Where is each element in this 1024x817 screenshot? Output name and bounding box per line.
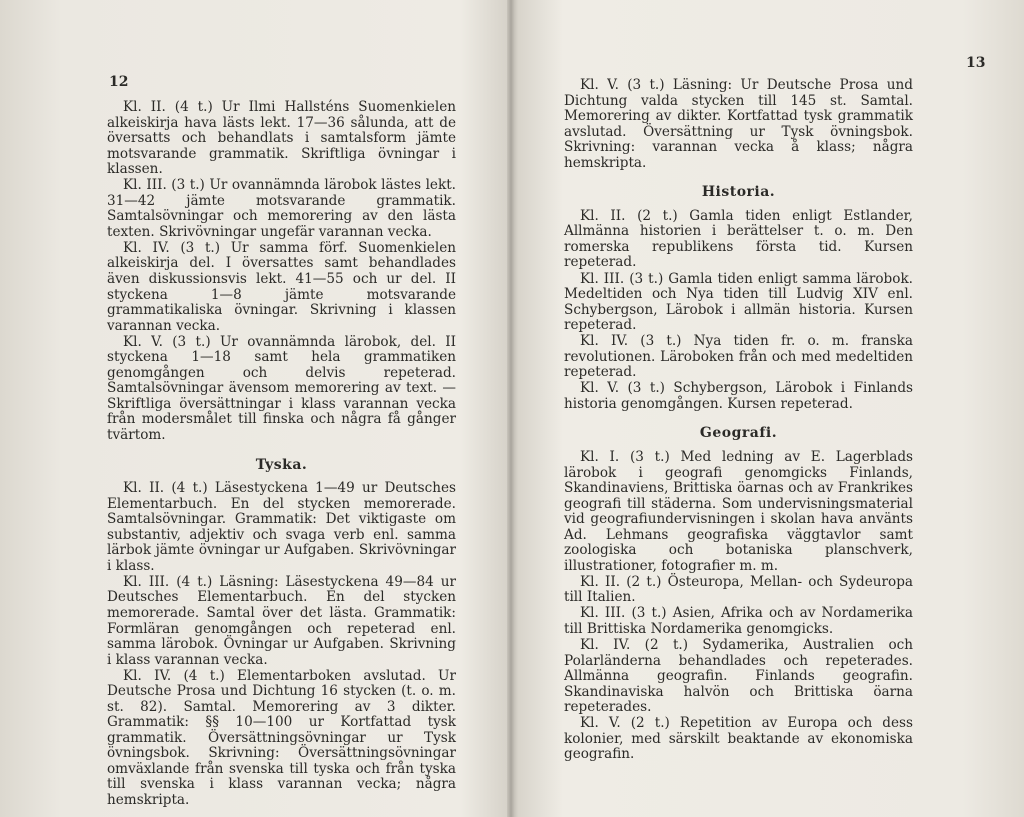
page-number: 13 (966, 55, 986, 71)
paragraph: Kl. II. (2 t.) Östeuropa, Mellan- och Sydeuropa till Italien. (564, 573, 913, 606)
paragraph: Kl. II. (4 t.) Läsestyckena 1—49 ur Deutsches Elementarbuch. En del stycken memorerade. Samtalsövningar. Grammatik: Det viktigaste om substantiv, adjektiv och svaga verb enl. samma lärbok jämte övningar ur Aufgaben. Skrivövningar i klass. (107, 480, 456, 574)
section-heading: Tyska. (255, 456, 308, 473)
paragraph: Kl. III. (4 t.) Läsning: Läsestyckena 49—84 ur Deutsches Elementarbuch. En del stycken memorerade. Samtal över det lästa. Grammatik: Formläran genomgången och repeterad enl. samma lärobok. Övningar ur Aufgaben. Skrivning i klass varannan vecka. (107, 573, 456, 668)
paragraph: Kl. II. (2 t.) Gamla tiden enligt Estlander, Allmänna historien i berättelser t. o. m. Den romerska republikens första tid. Kursen repeterad. (564, 207, 913, 271)
paragraph: Kl. III. (3 t.) Asien, Afrika och av Nordamerika till Brittiska Nordamerika genomgicks. (564, 605, 913, 637)
paragraph: Kl. V. (3 t.) Schybergson, Lärobok i Finlands historia genomgången. Kursen repeterad. (564, 380, 913, 412)
paragraph: Kl. IV. (3 t.) Ur samma förf. Suomenkielen alkeiskirja del. I översattes samt behandlades även diskussionsvis lekt. 41—55 och ur del. II styckena 1—8 jämte motsvarande grammatikaliska övningar. Skrivning i klassen varannan vecka. (107, 239, 456, 334)
paragraph: Kl. V. (3 t.) Ur ovannämnda lärobok, del. II styckena 1—18 samt hela grammatiken genomgången och delvis repeterad. Samtalsövningar ävensom memorering av text. — Skriftliga översättningar i klass varannan vecka från modersmålet till finska och några få gånger tvärtom. (107, 333, 456, 443)
paragraph: Kl. IV. (4 t.) Elementarboken avslutad. Ur Deutsche Prosa und Dichtung 16 stycken (t. o. m. st. 82). Samtal. Memorering av 3 dikter. Grammatik: §§ 10—100 ur Kortfattad tysk grammatik. Översättningsövningar ur Tysk övningsbok. Skrivning: Översättningsövningar omväxlande från svenska till tyska och från tyska till svenska i klass varannan vecka; några hemskripta. (107, 667, 456, 809)
right-page (514, 0, 1024, 817)
paragraph: Kl. II. (4 t.) Ur Ilmi Hallsténs Suomenkielen alkeiskirja hava lästs lekt. 17—36 sålunda, att de översatts och behandlats i samtalsform jämte motsvarande grammatik. Skriftliga övningar i klassen. (107, 99, 456, 178)
paragraph: Kl. V. (3 t.) Läsning: Ur Deutsche Prosa und Dichtung valda stycken till 145 st. Samtal. Memorering av dikter. Kortfattad tysk grammatik avslutad. Översättning ur Tysk övningsbok. Skrivning: varannan vecka å klass; några hemskripta. (564, 77, 913, 171)
paragraph: Kl. I. (3 t.) Med ledning av E. Lagerblads lärobok i geografi genomgicks Finlands, Skandinaviens, Brittiska öarnas och av Frankrikes geografi till städerna. Som undervisningsmaterial vid geografiundervisningen i skolan hava använts Ad. Lehmans geografiska väggtavlor samt zoologiska och botaniska planschverk, illustrationer, fotografier m. m. (564, 448, 913, 574)
right-text-column (564, 78, 913, 763)
section-heading: Historia. (701, 184, 776, 201)
paragraph: Kl. IV. (3 t.) Nya tiden fr. o. m. franska revolutionen. Läroboken från och med medeltiden repeterad. (564, 333, 913, 381)
paragraph: Kl. V. (2 t.) Repetition av Europa och dess kolonier, med särskilt beaktande av ekonomiska geografin. (564, 715, 913, 763)
section-heading: Geografi. (699, 425, 778, 442)
paragraph: Kl. III. (3 t.) Ur ovannämnda lärobok lästes lekt. 31—42 jämte motsvarande grammatik. Samtalsövningar och memorering av den lästa texten. Skrivövningar ungefär varannan vecka. (107, 177, 456, 240)
page-number: 12 (109, 74, 129, 90)
paragraph: Kl. IV. (2 t.) Sydamerika, Australien och Polarländerna behandlades och repeterades. Allmänna geografin. Finlands geografin. Skandinaviska halvön och Brittiska öarna repeterades. (564, 637, 913, 716)
left-text-column (107, 100, 456, 809)
paragraph: Kl. III. (3 t.) Gamla tiden enligt samma lärobok. Medeltiden och Nya tiden till Ludvig XIV enl. Schybergson, Lärobok i allmän historia. Kursen repeterad. (564, 270, 913, 334)
left-page (0, 0, 508, 817)
